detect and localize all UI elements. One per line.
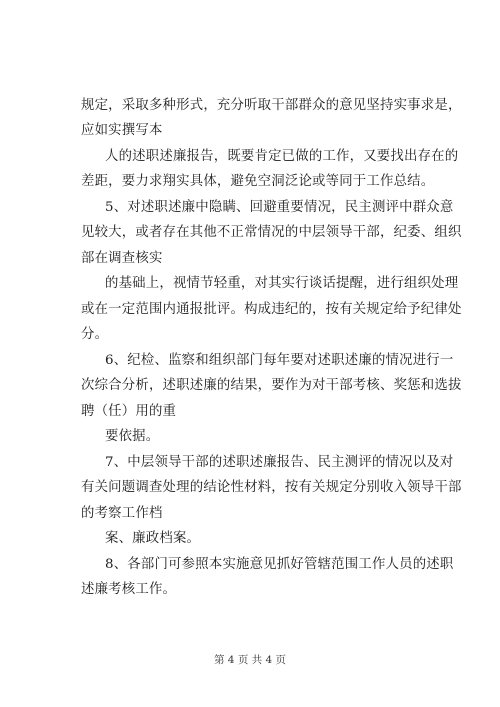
- body-text-line: 人的述职述廉报告，既要肯定已做的工作，又要找出存在的: [105, 149, 459, 164]
- body-text-line: 或在一定范围内通报批评。构成违纪的，按有关规定给予纪律处: [81, 302, 462, 317]
- body-text-line: 差距，要力求翔实具体，避免空洞泛论或等同于工作总结。: [81, 174, 435, 189]
- body-text-line: 5、对述职述廉中隐瞒、回避重要情况，民主测评中群众意: [105, 200, 454, 215]
- body-text-line: 7、中层领导干部的述职述廉报告、民主测评的情况以及对: [105, 455, 454, 470]
- body-text-line: 8、各部门可参照本实施意见抓好管辖范围工作人员的述职: [105, 557, 454, 572]
- body-text-line: 有关问题调查处理的结论性材料，按有关规定分别收入领导干部: [81, 480, 462, 495]
- body-text-line: 部在调查核实: [81, 251, 163, 266]
- body-text-line: 规定，采取多种形式，充分听取干部群众的意见坚持实事求是，: [81, 98, 462, 113]
- page-number-footer: 第 4 页 共 4 页: [213, 654, 287, 666]
- body-text-line: 见较大，或者存在其他不正常情况的中层领导干部，纪委、组织: [81, 225, 462, 240]
- body-text-line: 述廉考核工作。: [81, 582, 177, 597]
- body-text-line: 聘（任）用的重: [81, 404, 177, 419]
- body-text-line: 的考察工作档: [81, 506, 163, 521]
- body-text-line: 要依据。: [105, 429, 160, 444]
- body-text-line: 应如实撰写本: [81, 123, 163, 138]
- body-text-line: 次综合分析，述职述廉的结果，要作为对干部考核、奖惩和选拔: [81, 378, 462, 393]
- body-text-line: 案、廉政档案。: [105, 531, 201, 546]
- body-text-line: 分。: [81, 327, 109, 342]
- body-text-line: 6、纪检、监察和组织部门每年要对述职述廉的情况进行一: [105, 353, 454, 368]
- body-text-line: 的基础上，视情节轻重，对其实行谈话提醒，进行组织处理: [105, 276, 459, 291]
